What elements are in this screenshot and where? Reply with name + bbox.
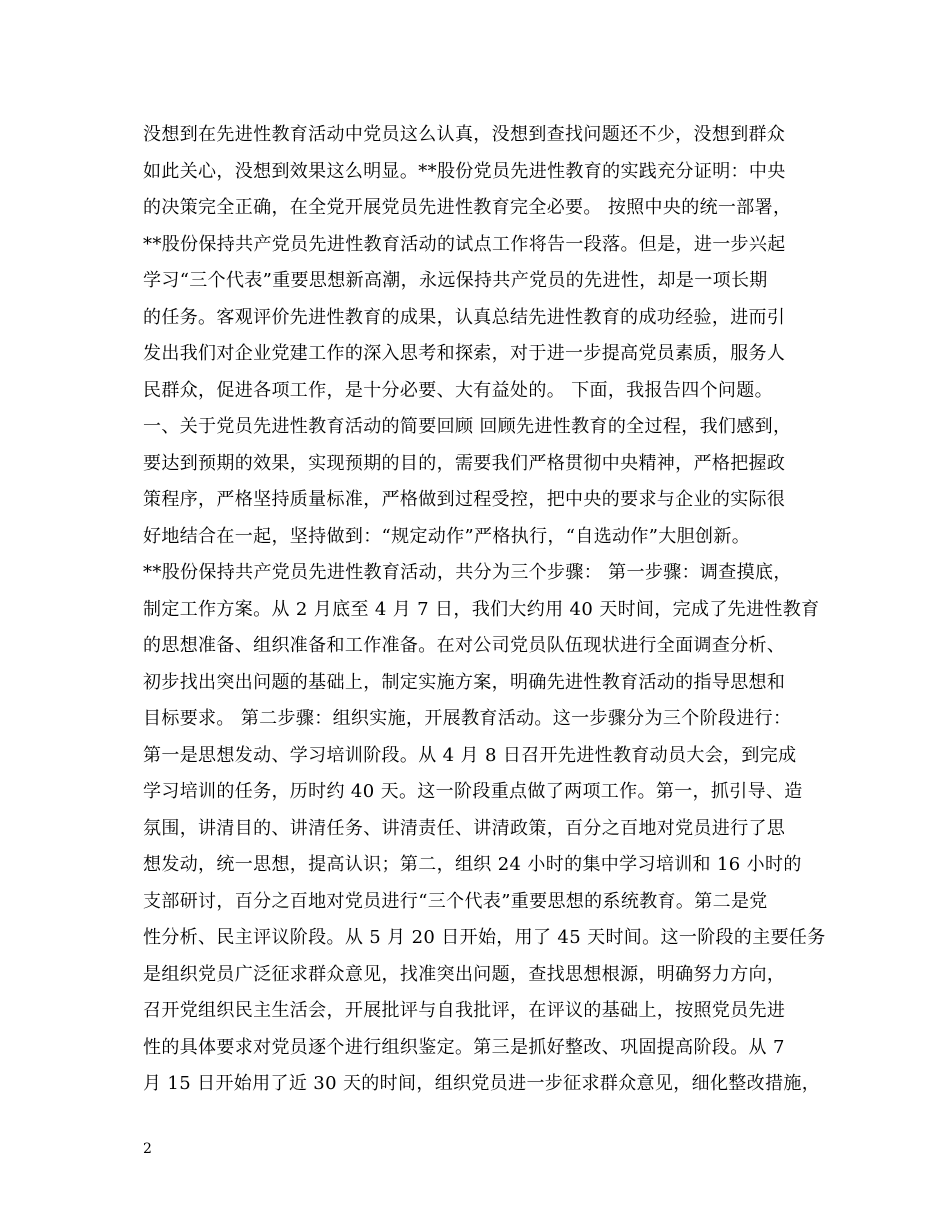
text-line: 民群众，促进各项工作，是十分必要、大有益处的。 下面，我报告四个问题。	[143, 379, 773, 401]
text-line: 支部研讨，百分之百地对党员进行“三个代表”重要思想的系统教育。第二是党	[143, 890, 768, 912]
text-line: **股份保持共产党员先进性教育活动的试点工作将告一段落。但是，进一步兴起	[143, 233, 786, 255]
text-line: 制定工作方案。从 2 月底至 4 月 7 日，我们大约用 40 天时间，完成了先进性教育	[143, 598, 820, 620]
text-line: 学习“三个代表”重要思想新高潮，永远保持共产党员的先进性，却是一项长期	[143, 270, 768, 291]
text-line: 性的具体要求对党员逐个进行组织鉴定。第三是抓好整改、巩固提高阶段。从 7	[143, 1036, 785, 1058]
text-line: 的决策完全正确，在全党开展党员先进性教育完全必要。 按照中央的统一部署，	[143, 197, 792, 218]
text-line: 的思想准备、组织准备和工作准备。在对公司党员队伍现状进行全面调查分析、	[143, 635, 786, 656]
page-number: 2	[143, 1141, 152, 1157]
text-line: 如此关心，没想到效果这么明显。**股份党员先进性教育的实践充分证明：中央	[143, 160, 786, 182]
text-line: 想发动，统一思想，提高认识；第二，组织 24 小时的集中学习培训和 16 小时的	[143, 854, 802, 875]
text-line: 初步找出突出问题的基础上，制定实施方案，明确先进性教育活动的指导思想和	[143, 671, 786, 693]
text-line: 的任务。客观评价先进性教育的成果，认真总结先进性教育的成功经验，进而引	[143, 306, 786, 328]
text-line: **股份保持共产党员先进性教育活动，共分为三个步骤： 第一步骤：调查摸底，	[143, 562, 792, 583]
text-line: 召开党组织民主生活会，开展批评与自我批评，在评议的基础上，按照党员先进	[143, 1000, 786, 1021]
text-line: 月 15 日开始用了近 30 天的时间，组织党员进一步征求群众意见，细化整改措施，	[143, 1073, 821, 1094]
text-line: 学习培训的任务，历时约 40 天。这一阶段重点做了两项工作。第一，抓引导、造	[143, 781, 803, 802]
text-line: 氛围，讲清目的、讲清任务、讲清责任、讲清政策，百分之百地对党员进行了思	[143, 817, 786, 839]
text-line: 策程序，严格坚持质量标准，严格做到过程受控，把中央的要求与企业的实际很	[143, 489, 786, 510]
text-line: 目标要求。 第二步骤：组织实施，开展教育活动。这一步骤分为三个阶段进行：	[143, 708, 792, 729]
text-line: 一、关于党员先进性教育活动的简要回顾 回顾先进性教育的全过程，我们感到，	[143, 416, 792, 437]
text-line: 性分析、民主评议阶段。从 5 月 20 日开始，用了 45 天时间。这一阶段的主要任务	[143, 927, 826, 948]
text-line: 第一是思想发动、学习培训阶段。从 4 月 8 日召开先进性教育动员大会，到完成	[143, 744, 797, 766]
text-line: 是组织党员广泛征求群众意见，找准突出问题，查找思想根源，明确努力方向，	[143, 963, 786, 985]
body-text	[143, 117, 833, 1103]
text-line: 好地结合在一起，坚持做到：“规定动作”严格执行，“自选动作”大胆创新。	[143, 525, 751, 547]
text-line: 要达到预期的效果，实现预期的目的，需要我们严格贯彻中央精神，严格把握政	[143, 452, 786, 474]
text-line: 发出我们对企业党建工作的深入思考和探索，对于进一步提高党员素质，服务人	[143, 343, 786, 364]
text-line: 没想到在先进性教育活动中党员这么认真，没想到查找问题还不少，没想到群众	[143, 124, 786, 145]
